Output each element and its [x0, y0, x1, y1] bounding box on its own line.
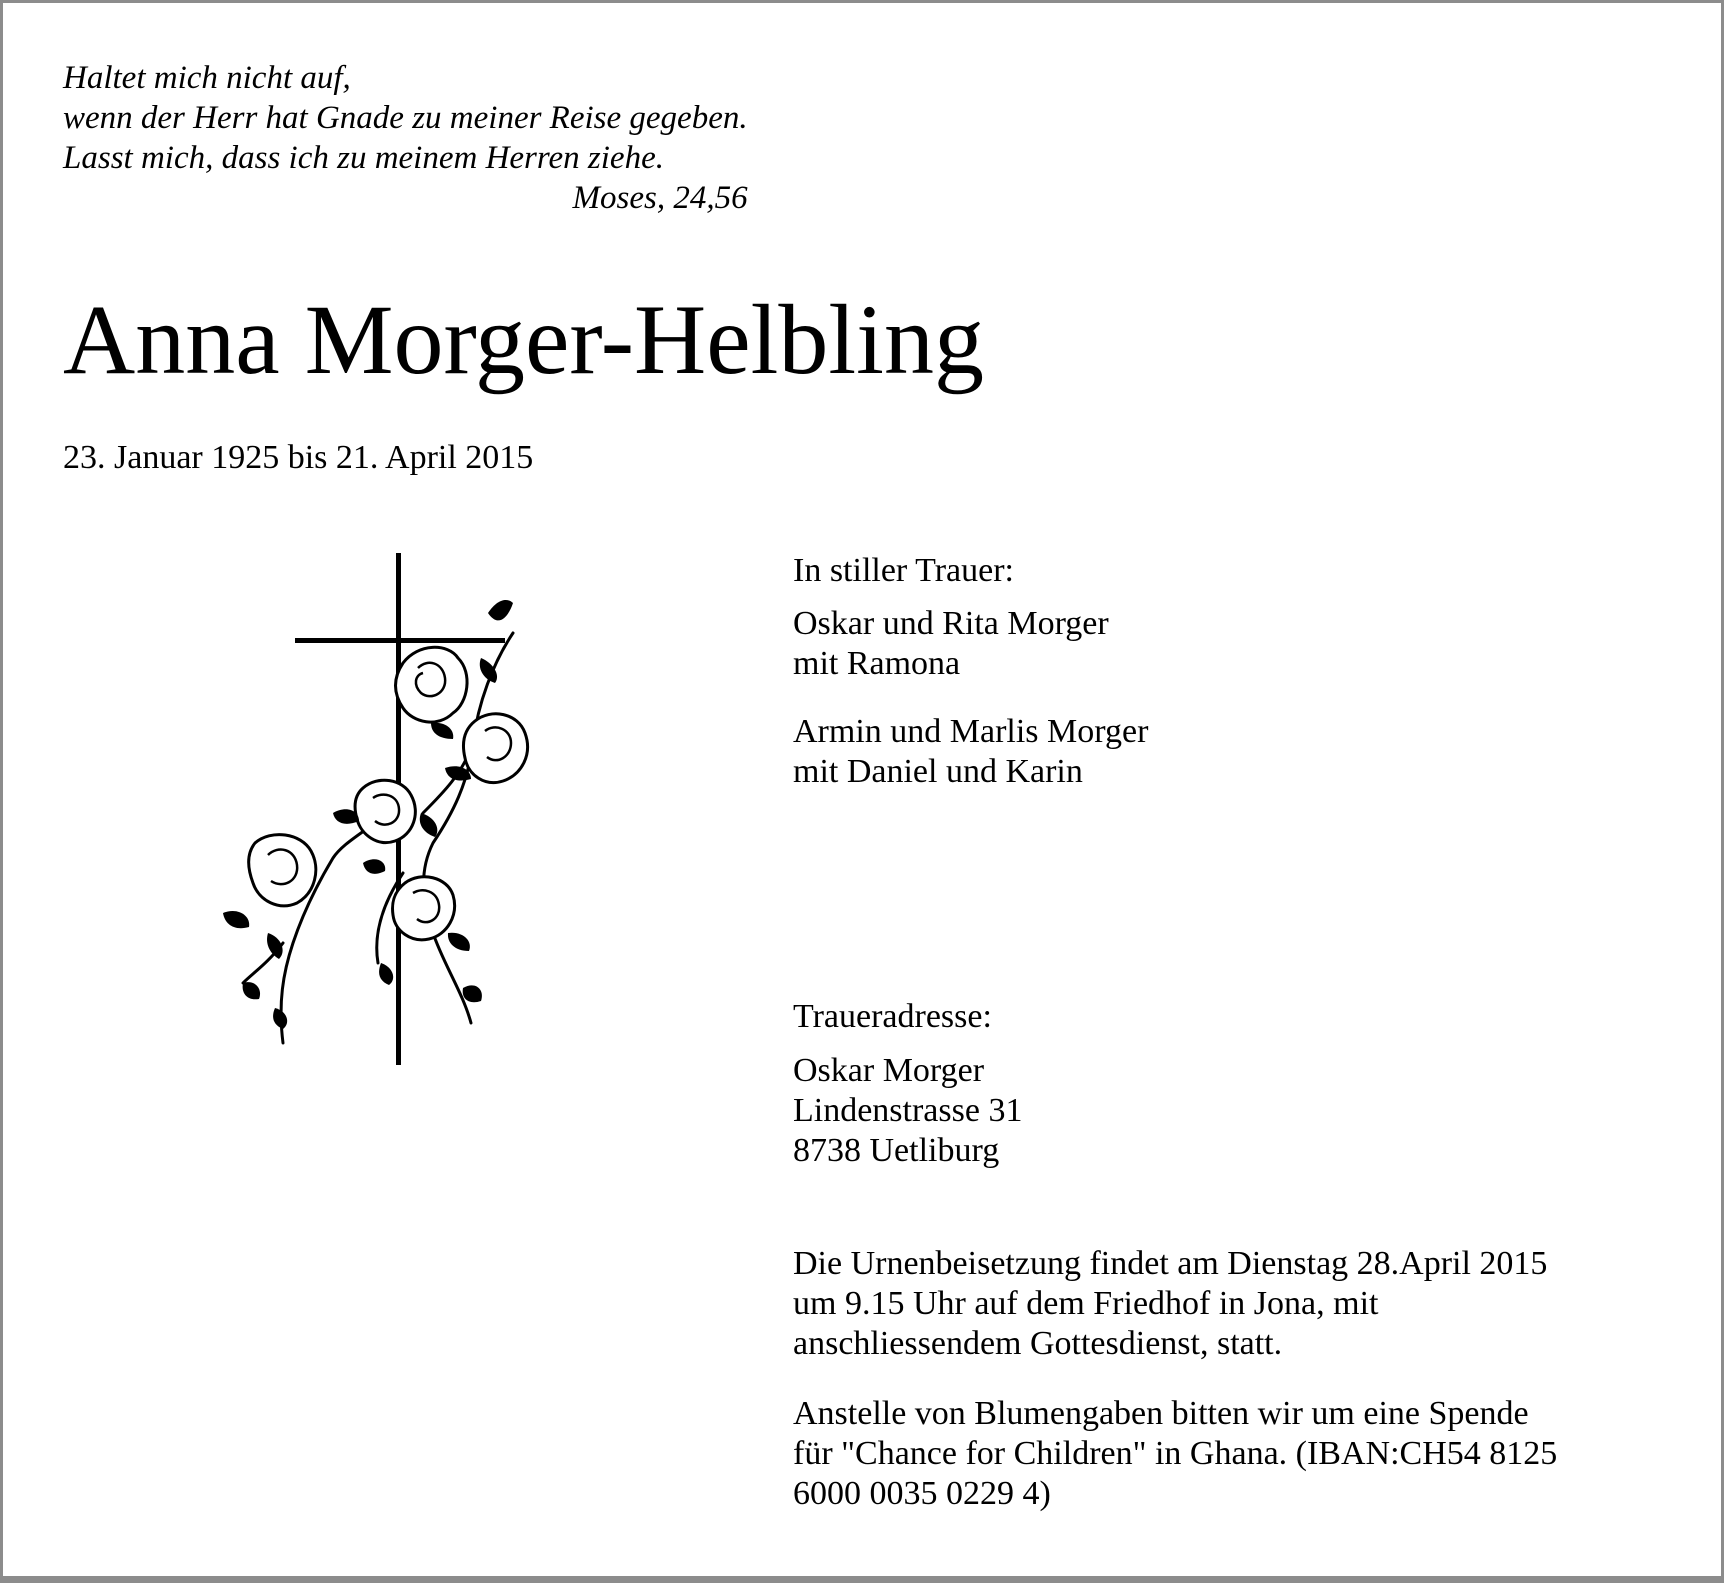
family-entry — [793, 604, 1693, 684]
mourning-address — [793, 1051, 1693, 1171]
donation-line: Anstelle von Blumengaben bitten wir um eine Spende — [793, 1395, 1529, 1432]
bible-quote — [63, 58, 748, 218]
cross-with-roses-icon — [223, 543, 563, 1073]
family-entry — [793, 712, 1693, 792]
mourning-heading: In stiller Trauer: — [793, 552, 1014, 589]
ceremony-info — [793, 1244, 1693, 1364]
quote-source: Moses, 24,56 — [572, 180, 748, 216]
address-heading: Traueradresse: — [793, 998, 992, 1035]
quote-line: Haltet mich nicht auf, — [63, 60, 351, 96]
life-dates: 23. Januar 1925 bis 21. April 2015 — [63, 439, 534, 476]
deceased-name: Anna Morger-Helbling — [63, 284, 984, 395]
family-line: mit Daniel und Karin — [793, 753, 1083, 790]
ceremony-line: anschliessendem Gottesdienst, statt. — [793, 1325, 1283, 1362]
quote-line: wenn der Herr hat Gnade zu meiner Reise gegeben. — [63, 100, 748, 136]
address-line: Oskar Morger — [793, 1052, 985, 1089]
address-line: Lindenstrasse 31 — [793, 1092, 1023, 1129]
quote-line: Lasst mich, dass ich zu meinem Herren ziehe. — [63, 140, 664, 176]
ceremony-line: um 9.15 Uhr auf dem Friedhof in Jona, mit — [793, 1285, 1379, 1322]
family-line: mit Ramona — [793, 645, 961, 682]
ceremony-line: Die Urnenbeisetzung findet am Dienstag 28.April 2015 — [793, 1245, 1548, 1282]
family-line: Oskar und Rita Morger — [793, 605, 1109, 642]
donation-line: 6000 0035 0229 4) — [793, 1475, 1051, 1512]
address-line: 8738 Uetliburg — [793, 1132, 1000, 1169]
donation-line: für "Chance for Children" in Ghana. (IBAN:CH54 8125 — [793, 1435, 1558, 1472]
donation-info — [793, 1394, 1693, 1514]
family-line: Armin und Marlis Morger — [793, 713, 1149, 750]
